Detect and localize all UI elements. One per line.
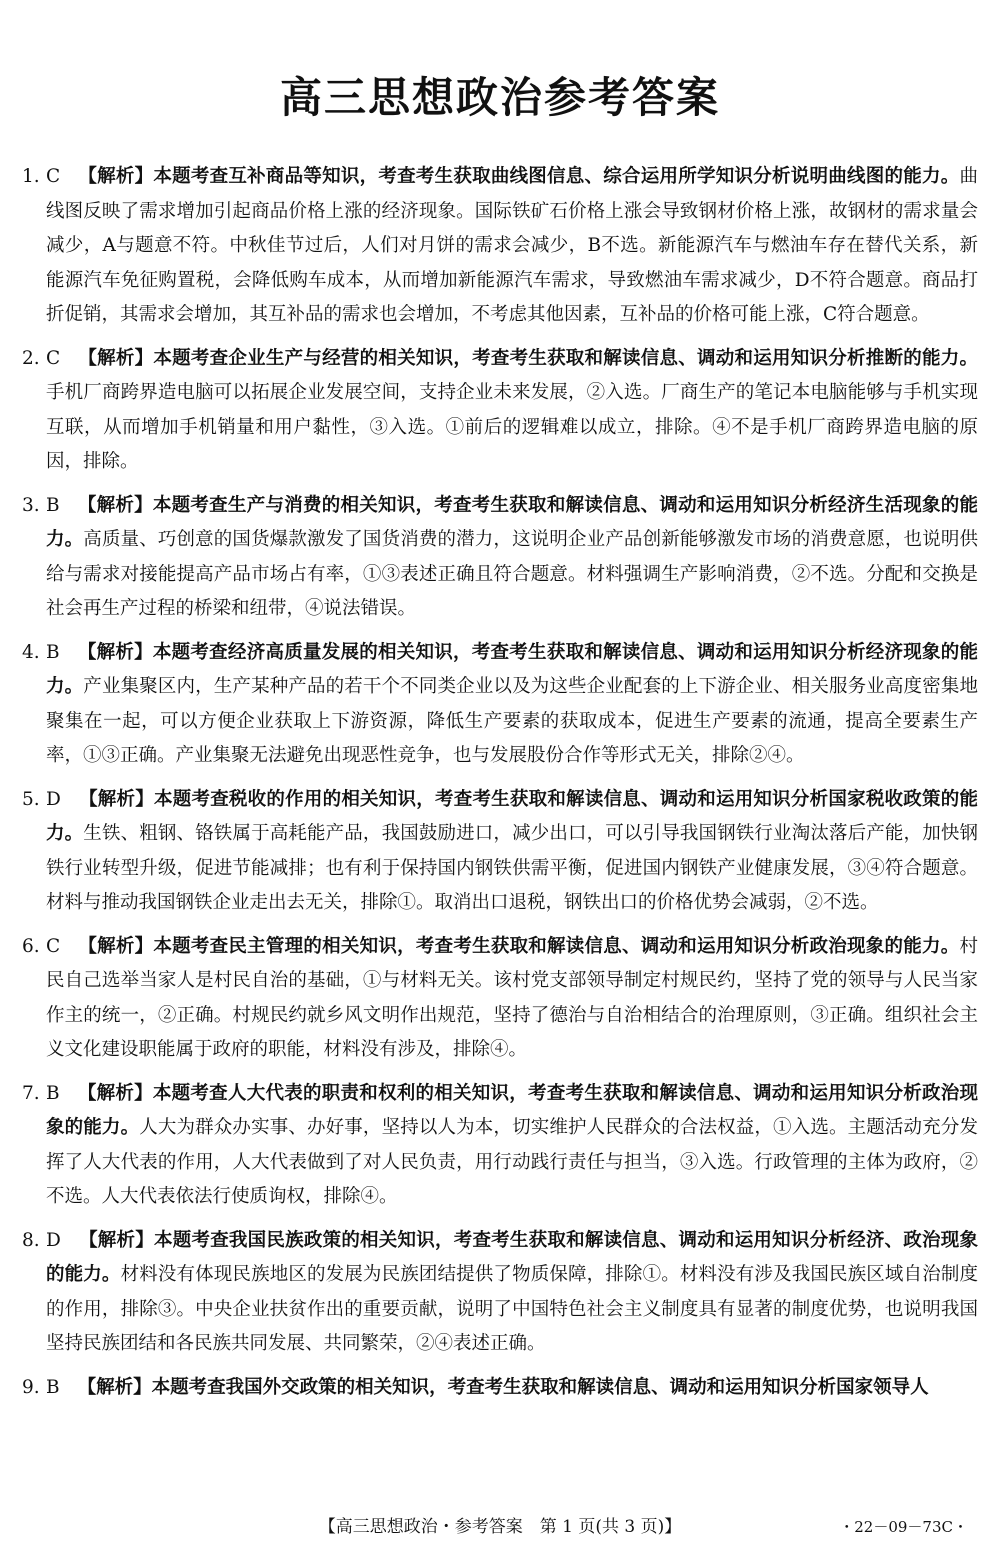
answer-item <box>22 1077 978 1215</box>
answer-item <box>22 160 978 333</box>
answer-item <box>22 1224 978 1362</box>
analysis-lead: 【解析】本题考查我国外交政策的相关知识，考查考生获取和解读信息、调动和运用知识分析国家领导人 <box>77 1376 929 1398</box>
question-number: 1. <box>22 166 40 187</box>
analysis-lead: 【解析】本题考查民主管理的相关知识，考查考生获取和解读信息、调动和运用知识分析政治现象的能力。 <box>78 935 960 957</box>
answer-choice: B <box>46 494 60 516</box>
analysis-body: 产业集聚区内，生产某种产品的若干个不同类企业以及为这些企业配套的上下游企业、相关服务业高度密集地聚集在一起，可以方便企业获取上下游资源，降低生产要素的获取成本，促进生产要素的流通，提高全要素生产率，①③正确。产业集聚无法避免出现恶性竞争，也与发展股份合作等形式无关，排除②④。 <box>46 676 978 766</box>
analysis-body: 生铁、粗钢、铬铁属于高耗能产品，我国鼓励进口，减少出口，可以引导我国钢铁行业淘汰落后产能，加快钢铁行业转型升级，促进节能减排；也有利于保持国内钢铁供需平衡，促进国内钢铁产业健康发展，③④符合题意。材料与推动我国钢铁企业走出去无关，排除①。取消出口退税，钢铁出口的价格优势会减弱，②不选。 <box>46 823 978 913</box>
question-number: 4. <box>22 641 40 663</box>
analysis-lead: 【解析】本题考查互补商品等知识，考查考生获取曲线图信息、综合运用所学知识分析说明曲线图的能力。 <box>78 166 960 187</box>
analysis-body: 材料没有体现民族地区的发展为民族团结提供了物质保障，排除①。材料没有涉及我国民族区域自治制度的作用，排除③。中央企业扶贫作出的重要贡献，说明了中国特色社会主义制度具有显著的制度优势，也说明我国坚持民族团结和各民族共同发展、共同繁荣，②④表述正确。 <box>46 1264 978 1354</box>
analysis-body: 人大为群众办实事、办好事，坚持以人为本，切实维护人民群众的合法权益，①入选。主题活动充分发挥了人大代表的作用，人大代表做到了对人民负责，用行动践行责任与担当，③入选。行政管理的主体为政府，②不选。人大代表依法行使质询权，排除④。 <box>46 1117 978 1207</box>
analysis-body: 手机厂商跨界造电脑可以拓展企业发展空间，支持企业未来发展，②入选。厂商生产的笔记本电脑能够与手机实现互联，从而增加手机销量和用户黏性，③入选。①前后的逻辑难以成立，排除。④不是手机厂商跨界造电脑的原因，排除。 <box>46 382 978 472</box>
answer-choice: B <box>46 641 60 663</box>
answer-item <box>22 342 978 480</box>
answer-item <box>22 1371 978 1406</box>
answer-choice: B <box>46 1082 60 1104</box>
footer-code: ・22－09－73C・ <box>839 1518 968 1536</box>
footer-page-info: 【高三思想政治・参考答案 第 1 页(共 3 页)】 <box>318 1517 682 1537</box>
answer-choice: B <box>46 1376 60 1398</box>
question-number: 7. <box>22 1082 40 1104</box>
question-number: 9. <box>22 1376 40 1398</box>
page-footer <box>0 1512 1000 1542</box>
analysis-lead: 【解析】本题考查我国民族政策的相关知识，考查考生获取和解读信息、调动和运用知识分析经济、政治现象的能力。 <box>46 1229 978 1285</box>
page-title: 高三思想政治参考答案 <box>279 73 720 122</box>
answer-choice: C <box>46 347 61 369</box>
answer-choice: D <box>46 1229 61 1251</box>
answer-choice: D <box>46 788 61 810</box>
answer-item <box>22 636 978 774</box>
answer-list <box>22 160 978 1414</box>
analysis-body: 高质量、巧创意的国货爆款激发了国货消费的潜力，这说明企业产品创新能够激发市场的消费意愿，也说明供给与需求对接能提高产品市场占有率，①③表述正确且符合题意。材料强调生产影响消费，②不选。分配和交换是社会再生产过程的桥梁和纽带，④说法错误。 <box>46 529 978 619</box>
analysis-body: 村民自己选举当家人是村民自治的基础，①与材料无关。该村党支部领导制定村规民约，坚持了党的领导与人民当家作主的统一，②正确。村规民约就乡风文明作出规范，坚持了德治与自治相结合的治理原则，③正确。组织社会主义文化建设职能属于政府的职能，材料没有涉及，排除④。 <box>46 935 978 1060</box>
answer-choice: C <box>46 166 61 187</box>
question-number: 3. <box>22 494 40 516</box>
answer-item <box>22 783 978 921</box>
answer-item <box>22 930 978 1068</box>
question-number: 2. <box>22 347 40 369</box>
question-number: 5. <box>22 788 40 810</box>
answer-choice: C <box>46 935 61 957</box>
question-number: 8. <box>22 1229 40 1251</box>
analysis-lead: 【解析】本题考查人大代表的职责和权利的相关知识，考查考生获取和解读信息、调动和运用知识分析政治现象的能力。 <box>46 1082 978 1138</box>
question-number: 6. <box>22 935 40 957</box>
answer-item <box>22 489 978 627</box>
analysis-lead: 【解析】本题考查经济高质量发展的相关知识，考查考生获取和解读信息、调动和运用知识分析经济现象的能力。 <box>46 641 978 697</box>
analysis-body: 曲线图反映了需求增加引起商品价格上涨的经济现象。国际铁矿石价格上涨会导致钢材价格上涨，故钢材的需求量会减少，A与题意不符。中秋佳节过后，人们对月饼的需求会减少，B不选。新能源汽车与燃油车存在替代关系，新能源汽车免征购置税，会降低购车成本，从而增加新能源汽车需求，导致燃油车需求减少，D不符合题意。商品打折促销，其需求会增加，其互补品的需求也会增加，不考虑其他因素，互补品的价格可能上涨，C符合题意。 <box>46 166 978 325</box>
analysis-lead: 【解析】本题考查生产与消费的相关知识，考查考生获取和解读信息、调动和运用知识分析经济生活现象的能力。 <box>46 494 978 550</box>
analysis-lead: 【解析】本题考查税收的作用的相关知识，考查考生获取和解读信息、调动和运用知识分析国家税收政策的能力。 <box>46 788 978 844</box>
analysis-lead: 【解析】本题考查企业生产与经营的相关知识，考查考生获取和解读信息、调动和运用知识分析推断的能力。 <box>78 347 978 369</box>
